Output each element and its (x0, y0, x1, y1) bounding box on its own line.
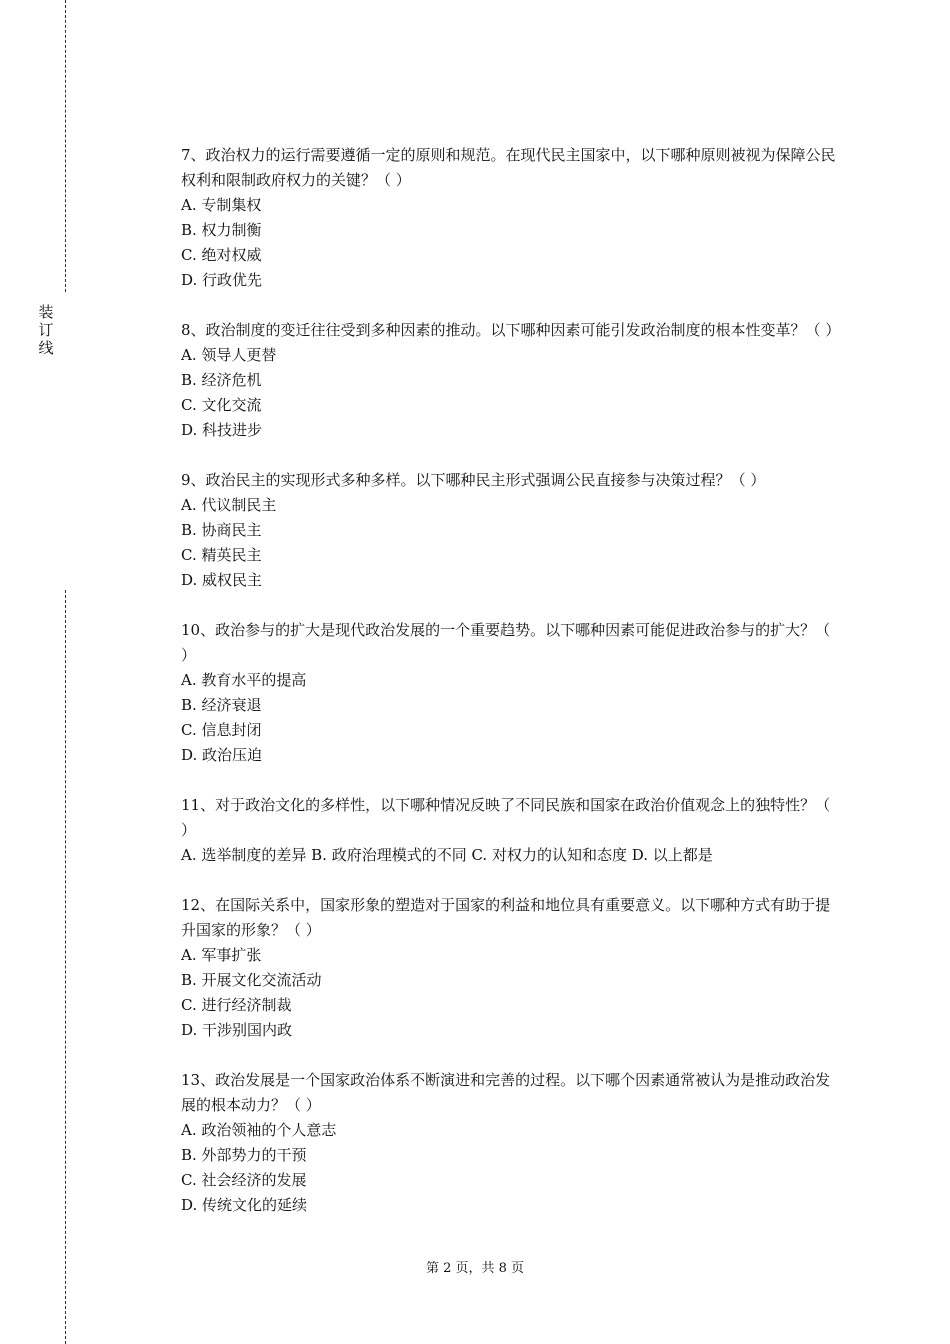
option-a: A. 军事扩张 (181, 946, 262, 964)
question-stem: 12、在国际关系中，国家形象的塑造对于国家的利益和地位具有重要意义。以下哪种方式有助于提升国家的形象？（ ） (181, 896, 831, 939)
option-c: C. 社会经济的发展 (181, 1171, 307, 1189)
question-stem: 13、政治发展是一个国家政治体系不断演进和完善的过程。以下哪个因素通常被认为是推动政治发展的根本动力？（ ） (181, 1071, 831, 1114)
option-d: D. 干涉别国内政 (181, 1021, 293, 1039)
option-d: D. 传统文化的延续 (181, 1196, 308, 1214)
option-d: D. 政治压迫 (181, 746, 263, 764)
options-inline: A. 选举制度的差异 B. 政府治理模式的不同 C. 对权力的认知和态度 D. 以上都是 (181, 846, 713, 864)
question-stem: 11、对于政治文化的多样性，以下哪种情况反映了不同民族和国家在政治价值观念上的独特性？（ ） (181, 796, 831, 839)
option-c: C. 绝对权威 (181, 246, 262, 264)
page-number: 第 2 页，共 8 页 (425, 1261, 525, 1276)
option-c: C. 信息封闭 (181, 721, 262, 739)
option-a: A. 领导人更替 (181, 346, 277, 364)
option-b: B. 经济危机 (181, 371, 262, 389)
option-d: D. 威权民主 (181, 571, 263, 589)
option-a: A. 教育水平的提高 (181, 671, 307, 689)
option-a: A. 专制集权 (181, 196, 262, 214)
option-c: C. 文化交流 (181, 396, 262, 414)
option-b: B. 权力制衡 (181, 221, 262, 239)
question-9 (181, 468, 841, 593)
option-b: B. 经济衰退 (181, 696, 262, 714)
binding-line-bottom (65, 590, 66, 1344)
question-11 (181, 793, 841, 868)
option-b: B. 开展文化交流活动 (181, 971, 322, 989)
question-stem: 8、政治制度的变迁往往受到多种因素的推动。以下哪种因素可能引发政治制度的根本性变革？（ ） (181, 321, 841, 339)
option-b: B. 协商民主 (181, 521, 262, 539)
option-c: C. 精英民主 (181, 546, 262, 564)
question-8 (181, 318, 841, 443)
option-a: A. 政治领袖的个人意志 (181, 1121, 337, 1139)
question-7 (181, 143, 841, 293)
option-b: B. 外部势力的干预 (181, 1146, 307, 1164)
question-list (181, 143, 841, 1243)
question-12 (181, 893, 841, 1043)
binding-label: 装订线 (38, 303, 54, 357)
question-stem: 7、政治权力的运行需要遵循一定的原则和规范。在现代民主国家中，以下哪种原则被视为保障公民权利和限制政府权力的关键？（ ） (181, 146, 836, 189)
question-stem: 9、政治民主的实现形式多种多样。以下哪种民主形式强调公民直接参与决策过程？（ ） (181, 471, 766, 489)
question-stem: 10、政治参与的扩大是现代政治发展的一个重要趋势。以下哪种因素可能促进政治参与的扩大？（ ） (181, 621, 831, 664)
question-13 (181, 1068, 841, 1218)
question-10 (181, 618, 841, 768)
option-d: D. 科技进步 (181, 421, 263, 439)
option-d: D. 行政优先 (181, 271, 263, 289)
option-c: C. 进行经济制裁 (181, 996, 292, 1014)
option-a: A. 代议制民主 (181, 496, 277, 514)
binding-line-top (65, 0, 66, 292)
